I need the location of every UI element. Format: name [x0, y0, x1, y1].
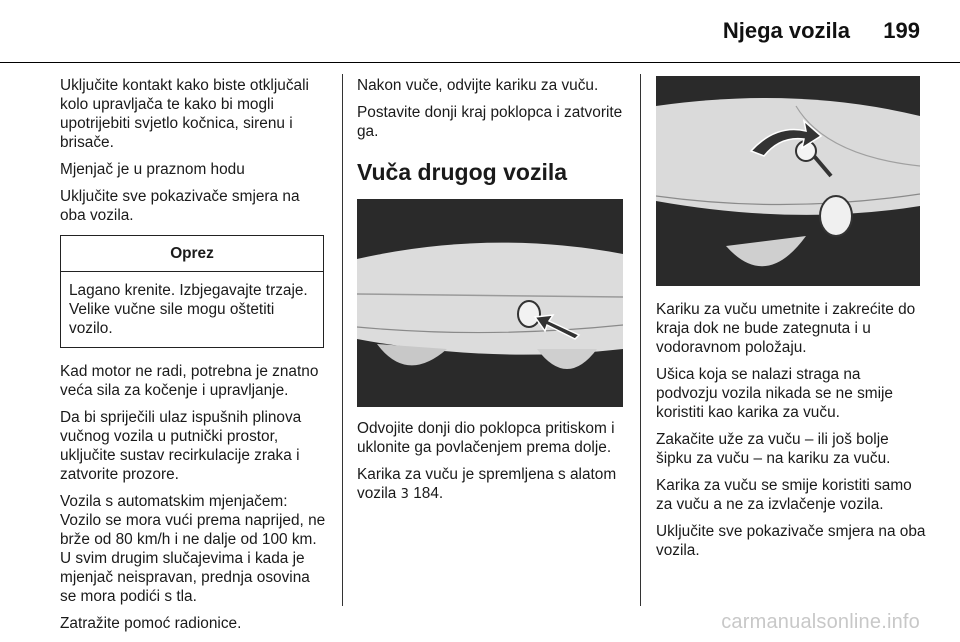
- page-number: 199: [883, 18, 920, 43]
- paragraph: Odvojite donji dio poklopca pritiskom i uklonite ga povlačenjem prema dolje.: [357, 420, 615, 456]
- page-title: Njega vozila: [722, 18, 850, 43]
- paragraph: Zatražite pomoć radionice.: [60, 615, 242, 632]
- page-header: [0, 0, 960, 63]
- paragraph: Zakačite uže za vuču – ili još bolje šipku za vuču – na kariku za vuču.: [656, 431, 891, 467]
- page-reference-arrow-icon: 3: [400, 487, 409, 502]
- cover-plate: [820, 196, 852, 236]
- paragraph: Vozila s automatskim mjenjačem: Vozilo se mora vući prema naprijed, ne brže od 80 km/h i ne dalje od 100 km. U svim drugim slučajevima i kada je mjenjač neispravan, prednja osovina se mora podići s tla.: [60, 493, 326, 605]
- paragraph: Uključite sve pokazivače smjera na oba vozila.: [60, 188, 300, 224]
- reference-page: 184.: [413, 485, 444, 502]
- caution-box: [60, 235, 324, 348]
- paragraph: [357, 465, 627, 504]
- reference-text: Karika za vuču je spremljena s alatom vozila: [357, 466, 617, 502]
- paragraph: Kariku za vuču umetnite i zakrećite do kraja dok ne bude zategnuta i u vodoravnom položaju.: [656, 301, 916, 356]
- caution-heading: Oprez: [61, 236, 323, 272]
- paragraph: Mjenjač je u praznom hodu: [60, 161, 245, 178]
- bumper-cover-illustration: [357, 199, 623, 407]
- paragraph: Uključite kontakt kako biste otključali kolo upravljača te kako bi mogli upotrijebiti svjetlo kočnica, sirenu i brisače.: [60, 77, 309, 151]
- column-2: [357, 76, 627, 512]
- paragraph: Kad motor ne radi, potrebna je znatno veća sila za kočenje i upravljanje.: [60, 363, 319, 399]
- watermark: carmanualsonline.info: [721, 611, 920, 633]
- paragraph: Uključite sve pokazivače smjera na oba vozila.: [656, 523, 926, 559]
- column-divider: [640, 74, 641, 606]
- paragraph: Ušica koja se nalazi straga na podvozju vozila nikada se ne smije koristiti kao karika za vuču.: [656, 366, 893, 421]
- column-3: [656, 76, 926, 568]
- tow-cover-plate: [518, 301, 540, 327]
- paragraph: Postavite donji kraj poklopca i zatvorite ga.: [357, 104, 623, 140]
- section-heading: Vuča drugog vozila: [357, 159, 568, 185]
- paragraph: Da bi spriječili ulaz ispušnih plinova vučnog vozila u putnički prostor, uključite sustav recirkulacije zraka i zatvorite prozore.: [60, 409, 302, 483]
- paragraph: Nakon vuče, odvijte kariku za vuču.: [357, 77, 599, 94]
- column-divider: [342, 74, 343, 606]
- column-1: [60, 76, 328, 641]
- paragraph: Karika za vuču se smije koristiti samo za vuču a ne za izvlačenje vozila.: [656, 477, 912, 513]
- caution-text: Lagano krenite. Izbjegavajte trzaje. Velike vučne sile mogu oštetiti vozilo.: [69, 282, 308, 337]
- towing-eye-illustration: [656, 76, 920, 286]
